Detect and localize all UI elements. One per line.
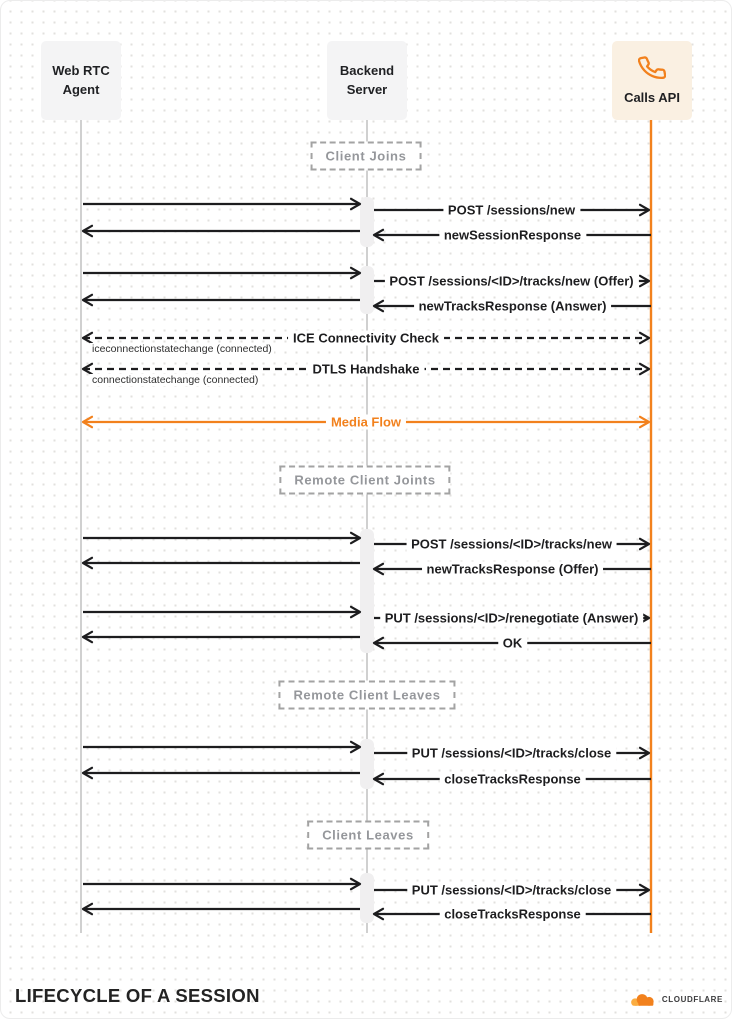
actor-web-rtc-agent <box>41 41 121 120</box>
message-label: closeTracksResponse <box>439 907 586 922</box>
message-sublabel: connectionstatechange (connected) <box>92 374 259 386</box>
cloudflare-cloud-icon <box>629 991 659 1008</box>
message-label: newTracksResponse (Offer) <box>422 562 604 577</box>
message-label: DTLS Handshake <box>308 362 425 377</box>
message-label: PUT /sessions/<ID>/tracks/close <box>407 746 616 761</box>
message-label: POST /sessions/<ID>/tracks/new (Offer) <box>384 274 638 289</box>
actor-calls-api <box>612 41 692 120</box>
message-label: closeTracksResponse <box>439 772 586 787</box>
message-label: newTracksResponse (Answer) <box>414 299 612 314</box>
actor-label: Agent <box>62 81 100 97</box>
page-title: LIFECYCLE OF A SESSION <box>15 985 260 1006</box>
phase-remote-client-leaves: Remote Client Leaves <box>278 681 455 710</box>
activation-bar <box>360 739 374 789</box>
actor-backend-server <box>327 41 407 120</box>
message-label: ICE Connectivity Check <box>288 331 444 346</box>
phase-client-leaves: Client Leaves <box>307 821 429 850</box>
activation-bar <box>360 197 374 247</box>
actor-label: Web RTC <box>52 62 110 78</box>
message-label: newSessionResponse <box>439 228 586 243</box>
message-label: PUT /sessions/<ID>/tracks/close <box>407 883 616 898</box>
phase-remote-client-joints: Remote Client Joints <box>279 466 450 495</box>
phase-client-joins: Client Joins <box>311 142 422 171</box>
cloudflare-logo <box>629 991 723 1008</box>
actor-label: Backend <box>339 62 395 78</box>
message-label: POST /sessions/new <box>443 203 580 218</box>
message-label: Media Flow <box>326 415 406 430</box>
actor-label: Server <box>346 81 388 97</box>
actor-label: Calls API <box>624 89 680 105</box>
phone-icon <box>638 54 666 82</box>
message-label: OK <box>498 636 528 651</box>
message-sublabel: iceconnectionstatechange (connected) <box>92 343 272 355</box>
message-label: PUT /sessions/<ID>/renegotiate (Answer) <box>380 611 644 626</box>
activation-bar <box>360 529 374 653</box>
cloudflare-wordmark: CLOUDFLARE <box>661 995 723 1004</box>
message-label: POST /sessions/<ID>/tracks/new <box>406 537 617 552</box>
activation-bar <box>360 873 374 923</box>
activation-bar <box>360 266 374 314</box>
